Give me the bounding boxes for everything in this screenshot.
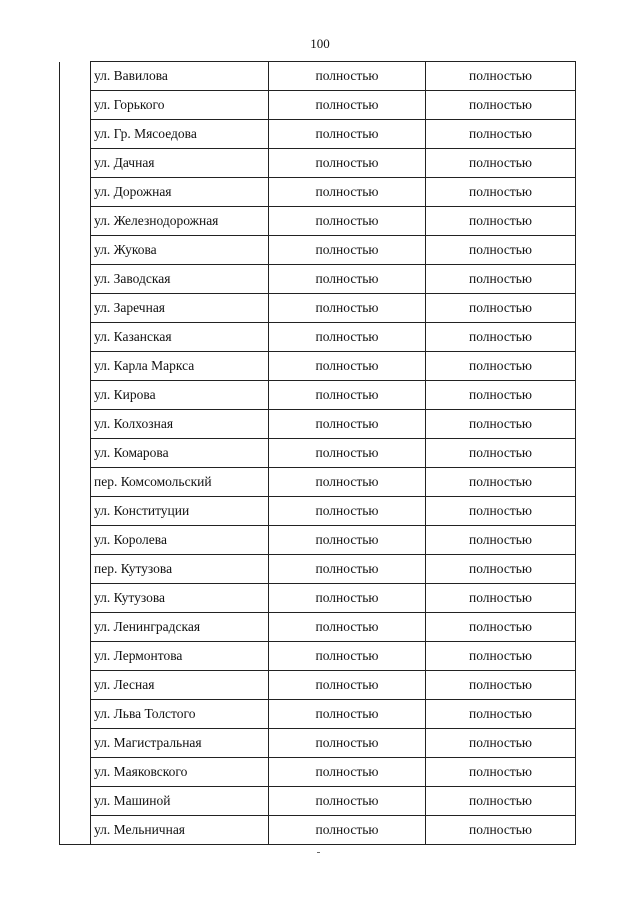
street-name-cell: ул. Карла Маркса xyxy=(91,352,269,381)
scan-mark xyxy=(317,852,320,853)
table-row xyxy=(60,352,576,381)
coverage-cell-2: полностью xyxy=(426,584,576,613)
coverage-cell-2: полностью xyxy=(426,642,576,671)
coverage-cell-2: полностью xyxy=(426,236,576,265)
row-index-cell xyxy=(60,816,91,845)
street-name-cell: ул. Вавилова xyxy=(91,62,269,91)
coverage-cell-2: полностью xyxy=(426,91,576,120)
row-index-cell xyxy=(60,613,91,642)
coverage-cell-1: полностью xyxy=(269,410,426,439)
street-name-cell: ул. Льва Толстого xyxy=(91,700,269,729)
table-row xyxy=(60,700,576,729)
street-name-cell: ул. Жукова xyxy=(91,236,269,265)
coverage-cell-2: полностью xyxy=(426,439,576,468)
coverage-cell-2: полностью xyxy=(426,468,576,497)
table-row xyxy=(60,816,576,845)
coverage-cell-1: полностью xyxy=(269,120,426,149)
coverage-cell-1: полностью xyxy=(269,178,426,207)
coverage-cell-1: полностью xyxy=(269,381,426,410)
street-name-cell: ул. Дорожная xyxy=(91,178,269,207)
table-row xyxy=(60,323,576,352)
row-index-cell xyxy=(60,758,91,787)
street-name-cell: ул. Маяковского xyxy=(91,758,269,787)
street-name-cell: ул. Кирова xyxy=(91,381,269,410)
coverage-cell-2: полностью xyxy=(426,265,576,294)
coverage-cell-2: полностью xyxy=(426,758,576,787)
coverage-cell-1: полностью xyxy=(269,816,426,845)
row-index-cell xyxy=(60,787,91,816)
row-index-cell xyxy=(60,120,91,149)
row-index-cell xyxy=(60,62,91,91)
row-index-cell xyxy=(60,642,91,671)
table-row xyxy=(60,758,576,787)
street-name-cell: ул. Заречная xyxy=(91,294,269,323)
coverage-cell-2: полностью xyxy=(426,62,576,91)
coverage-cell-2: полностью xyxy=(426,120,576,149)
coverage-cell-2: полностью xyxy=(426,497,576,526)
street-name-cell: ул. Комарова xyxy=(91,439,269,468)
table-row xyxy=(60,729,576,758)
street-name-cell: пер. Кутузова xyxy=(91,555,269,584)
coverage-cell-1: полностью xyxy=(269,584,426,613)
coverage-cell-2: полностью xyxy=(426,410,576,439)
coverage-cell-1: полностью xyxy=(269,149,426,178)
table-row xyxy=(60,236,576,265)
coverage-cell-1: полностью xyxy=(269,62,426,91)
row-index-cell xyxy=(60,468,91,497)
table-row xyxy=(60,149,576,178)
table-row xyxy=(60,178,576,207)
street-name-cell: пер. Комсомольский xyxy=(91,468,269,497)
coverage-cell-1: полностью xyxy=(269,236,426,265)
coverage-cell-1: полностью xyxy=(269,642,426,671)
table-row xyxy=(60,294,576,323)
row-index-cell xyxy=(60,671,91,700)
street-name-cell: ул. Конституции xyxy=(91,497,269,526)
coverage-cell-2: полностью xyxy=(426,323,576,352)
coverage-cell-1: полностью xyxy=(269,439,426,468)
street-name-cell: ул. Горького xyxy=(91,91,269,120)
row-index-cell xyxy=(60,236,91,265)
coverage-cell-2: полностью xyxy=(426,671,576,700)
row-index-cell xyxy=(60,352,91,381)
street-name-cell: ул. Казанская xyxy=(91,323,269,352)
coverage-cell-1: полностью xyxy=(269,700,426,729)
coverage-cell-2: полностью xyxy=(426,787,576,816)
coverage-cell-2: полностью xyxy=(426,816,576,845)
street-name-cell: ул. Мельничная xyxy=(91,816,269,845)
page-number: 100 xyxy=(310,36,330,51)
street-name-cell: ул. Магистральная xyxy=(91,729,269,758)
row-index-cell xyxy=(60,439,91,468)
streets-table-container xyxy=(59,61,570,845)
table-row xyxy=(60,671,576,700)
row-index-cell xyxy=(60,294,91,323)
streets-table xyxy=(59,61,576,845)
coverage-cell-2: полностью xyxy=(426,613,576,642)
table-row xyxy=(60,613,576,642)
coverage-cell-1: полностью xyxy=(269,323,426,352)
coverage-cell-1: полностью xyxy=(269,671,426,700)
table-row xyxy=(60,787,576,816)
row-index-cell xyxy=(60,700,91,729)
row-index-cell xyxy=(60,526,91,555)
row-index-cell xyxy=(60,265,91,294)
table-row xyxy=(60,584,576,613)
row-index-cell xyxy=(60,584,91,613)
street-name-cell: ул. Лесная xyxy=(91,671,269,700)
table-row xyxy=(60,642,576,671)
row-index-cell xyxy=(60,555,91,584)
street-name-cell: ул. Лермонтова xyxy=(91,642,269,671)
coverage-cell-1: полностью xyxy=(269,555,426,584)
coverage-cell-1: полностью xyxy=(269,729,426,758)
coverage-cell-1: полностью xyxy=(269,294,426,323)
street-name-cell: ул. Железнодорожная xyxy=(91,207,269,236)
coverage-cell-1: полностью xyxy=(269,265,426,294)
coverage-cell-1: полностью xyxy=(269,91,426,120)
coverage-cell-2: полностью xyxy=(426,149,576,178)
coverage-cell-1: полностью xyxy=(269,758,426,787)
row-index-cell xyxy=(60,178,91,207)
row-index-cell xyxy=(60,207,91,236)
coverage-cell-2: полностью xyxy=(426,381,576,410)
coverage-cell-2: полностью xyxy=(426,700,576,729)
coverage-cell-1: полностью xyxy=(269,497,426,526)
street-name-cell: ул. Машиной xyxy=(91,787,269,816)
coverage-cell-2: полностью xyxy=(426,294,576,323)
table-row xyxy=(60,62,576,91)
streets-table-body xyxy=(60,62,576,845)
table-row xyxy=(60,555,576,584)
street-name-cell: ул. Кутузова xyxy=(91,584,269,613)
street-name-cell: ул. Дачная xyxy=(91,149,269,178)
table-row xyxy=(60,468,576,497)
coverage-cell-2: полностью xyxy=(426,352,576,381)
table-row xyxy=(60,497,576,526)
street-name-cell: ул. Колхозная xyxy=(91,410,269,439)
coverage-cell-2: полностью xyxy=(426,555,576,584)
street-name-cell: ул. Заводская xyxy=(91,265,269,294)
row-index-cell xyxy=(60,91,91,120)
table-row xyxy=(60,120,576,149)
row-index-cell xyxy=(60,497,91,526)
coverage-cell-2: полностью xyxy=(426,178,576,207)
table-row xyxy=(60,207,576,236)
coverage-cell-1: полностью xyxy=(269,468,426,497)
table-row xyxy=(60,526,576,555)
coverage-cell-2: полностью xyxy=(426,729,576,758)
table-row xyxy=(60,410,576,439)
row-index-cell xyxy=(60,729,91,758)
row-index-cell xyxy=(60,149,91,178)
street-name-cell: ул. Королева xyxy=(91,526,269,555)
coverage-cell-2: полностью xyxy=(426,207,576,236)
table-row xyxy=(60,381,576,410)
coverage-cell-2: полностью xyxy=(426,526,576,555)
table-row xyxy=(60,439,576,468)
coverage-cell-1: полностью xyxy=(269,613,426,642)
row-index-cell xyxy=(60,323,91,352)
row-index-cell xyxy=(60,381,91,410)
table-row xyxy=(60,91,576,120)
coverage-cell-1: полностью xyxy=(269,526,426,555)
coverage-cell-1: полностью xyxy=(269,352,426,381)
street-name-cell: ул. Ленинградская xyxy=(91,613,269,642)
coverage-cell-1: полностью xyxy=(269,207,426,236)
street-name-cell: ул. Гр. Мясоедова xyxy=(91,120,269,149)
row-index-cell xyxy=(60,410,91,439)
table-row xyxy=(60,265,576,294)
coverage-cell-1: полностью xyxy=(269,787,426,816)
